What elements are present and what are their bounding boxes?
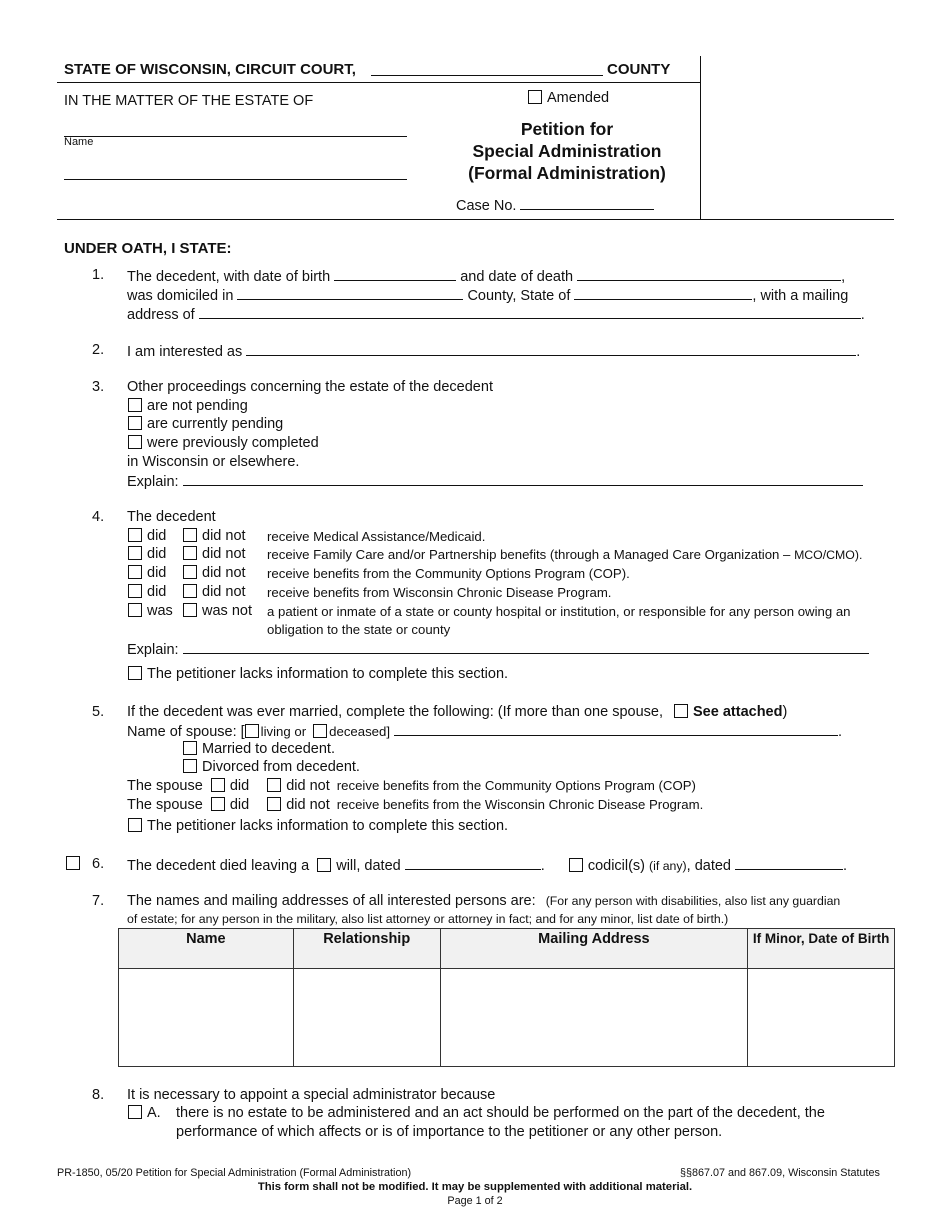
s4-row-1-options: [128, 528, 166, 544]
s5-married-option: [183, 741, 335, 757]
statutes: §§867.07 and 867.09, Wisconsin Statutes: [680, 1167, 880, 1179]
s7-note-1: (For any person with disabilities, also list any guardian: [545, 894, 841, 908]
spouse-name-label: Name of spouse: [: [127, 724, 245, 740]
s4-explain-field[interactable]: [183, 640, 869, 654]
not-pending-checkbox[interactable]: [128, 398, 142, 412]
section-1-number: 1.: [92, 267, 105, 283]
case-no-label: Case No.: [456, 198, 517, 214]
s4-r1-did-checkbox[interactable]: [128, 528, 142, 542]
s4-row-4-options-not: [183, 584, 246, 600]
s1-line-3: [127, 305, 865, 323]
s8-option-a-text-1: there is no estate to be administered and an act should be performed on the part of the decedent, the: [176, 1105, 825, 1121]
amended-option: [528, 90, 609, 106]
section-8-number: 8.: [92, 1087, 105, 1103]
s4-r3-did-checkbox[interactable]: [128, 565, 142, 579]
previously-completed-checkbox[interactable]: [128, 435, 142, 449]
page-title: [432, 118, 702, 184]
currently-pending-label: are currently pending: [147, 416, 284, 432]
minor-dob-cell[interactable]: [748, 969, 895, 1067]
s5-close-paren: ): [782, 704, 788, 720]
did-label: did: [229, 797, 250, 813]
s1-comma: ,: [841, 269, 846, 285]
s3-explain-label: Explain:: [127, 474, 179, 490]
court-label: STATE OF WISCONSIN, CIRCUIT COURT,: [64, 61, 356, 78]
s4-row-3-options-not: [183, 565, 246, 581]
s4-r5-text: a patient or inmate of a state or county hospital or institution, or responsible for any person owing an: [267, 604, 851, 619]
s1-period: .: [860, 307, 865, 323]
s4-explain-label: Explain:: [127, 642, 179, 658]
s1-address-label: address of: [127, 307, 195, 323]
s2-interest-label: I am interested as: [127, 344, 243, 360]
s5-spouse-row-1: [127, 778, 696, 794]
not-pending-label: are not pending: [147, 398, 248, 414]
col-address-header: Mailing Address: [440, 929, 748, 969]
will-label: will, dated: [336, 858, 401, 874]
table-header-row: [119, 929, 895, 969]
mailing-address-field[interactable]: [199, 305, 861, 319]
s5-intro-text: If the decedent was ever married, complete the following: (If more than one spouse,: [127, 704, 663, 720]
s4-r3-did-not-checkbox[interactable]: [183, 565, 197, 579]
s3-location: in Wisconsin or elsewhere.: [127, 454, 300, 470]
s3-option-pending: [128, 416, 283, 432]
estate-matter-label: IN THE MATTER OF THE ESTATE OF: [64, 93, 314, 109]
s8-option-a-letter: A.: [147, 1105, 161, 1121]
did-label: did: [229, 778, 250, 794]
see-attached-checkbox[interactable]: [674, 704, 688, 718]
s5-r1-did-not-checkbox[interactable]: [267, 778, 281, 792]
s5-lacks-info-label: The petitioner lacks information to complete this section.: [147, 818, 509, 834]
s4-r5-text-2: obligation to the state or county: [267, 622, 451, 637]
interest-field[interactable]: [246, 342, 856, 356]
s4-r5-was-not-checkbox[interactable]: [183, 603, 197, 617]
s8-intro: It is necessary to appoint a special administrator because: [127, 1087, 496, 1103]
did-not-label: did not: [202, 584, 246, 600]
oath-heading: UNDER OATH, I STATE:: [64, 240, 232, 257]
s4-intro: The decedent: [127, 509, 216, 525]
s5-r1-text: receive benefits from the Community Options Program (COP): [336, 778, 696, 793]
section-2-number: 2.: [92, 342, 105, 358]
case-no-field[interactable]: [520, 196, 654, 210]
s5-lacks-info-checkbox[interactable]: [128, 818, 142, 832]
interested-persons-table: [118, 928, 895, 1067]
codicil-checkbox[interactable]: [569, 858, 583, 872]
s4-r5-was-checkbox[interactable]: [128, 603, 142, 617]
form-id: PR-1850, 05/20 Petition for Special Administration (Formal Administration): [57, 1167, 412, 1179]
table-row: [119, 969, 895, 1067]
col-relationship-header: Relationship: [293, 929, 440, 969]
codicil-dated-label: , dated: [686, 858, 731, 874]
s6-intro: The decedent died leaving a: [127, 858, 310, 874]
address-cell[interactable]: [440, 969, 748, 1067]
s4-row-4-options: [128, 584, 166, 600]
s4-explain: [127, 640, 869, 658]
date-of-birth-field[interactable]: [334, 267, 456, 281]
s4-row-1-options-not: [183, 528, 246, 544]
county-label: COUNTY: [607, 61, 671, 78]
s1-mailing-label: , with a mailing: [752, 288, 849, 304]
s5-r2-did-checkbox[interactable]: [211, 797, 225, 811]
did-label: did: [147, 565, 167, 581]
spouse-deceased-checkbox[interactable]: [313, 724, 327, 738]
s6-line: [127, 856, 847, 874]
s4-r1-text: receive Medical Assistance/Medicaid.: [267, 529, 486, 544]
did-label: did: [147, 528, 167, 544]
s4-r2-main: receive Family Care and/or Partnership benefits (through a Managed Care Organization –: [267, 547, 791, 562]
relationship-cell[interactable]: [293, 969, 440, 1067]
s4-r2-did-not-checkbox[interactable]: [183, 546, 197, 560]
s5-spouse-row-2: [127, 797, 703, 813]
s3-option-not-pending: [128, 398, 248, 414]
s2-line: [127, 342, 860, 360]
spouse-living-label: living or: [260, 724, 307, 739]
s5-r2-did-not-checkbox[interactable]: [267, 797, 281, 811]
s8-option-a: [128, 1105, 161, 1121]
s5-r2-text: receive benefits from the Wisconsin Chronic Disease Program.: [336, 797, 704, 812]
s1-line-2: [127, 286, 848, 304]
married-label: Married to decedent.: [202, 741, 335, 757]
case-number: [456, 196, 654, 214]
spouse-name-field[interactable]: [394, 722, 838, 736]
amended-checkbox[interactable]: [528, 90, 542, 104]
was-not-label: was not: [202, 603, 252, 619]
domicile-state-field[interactable]: [574, 286, 752, 300]
domicile-county-field[interactable]: [237, 286, 463, 300]
s3-intro: Other proceedings concerning the estate of the decedent: [127, 379, 493, 395]
codicil-date-field[interactable]: [735, 856, 843, 870]
s4-r4-text: receive benefits from Wisconsin Chronic Disease Program.: [267, 585, 612, 600]
see-attached-label: See attached: [693, 704, 783, 720]
did-not-label: did not: [286, 778, 330, 794]
s4-r1-did-not-checkbox[interactable]: [183, 528, 197, 542]
s7-intro-text: The names and mailing addresses of all interested persons are:: [127, 893, 536, 909]
currently-pending-checkbox[interactable]: [128, 416, 142, 430]
s5-r1-did-checkbox[interactable]: [211, 778, 225, 792]
s1-dod-label: and date of death: [460, 269, 574, 285]
did-not-label: did not: [286, 797, 330, 813]
was-label: was: [147, 603, 173, 619]
s1-state-label: County, State of: [467, 288, 571, 304]
s1-domiciled-label: was domiciled in: [127, 288, 234, 304]
did-label: did: [147, 584, 167, 600]
date-of-death-field[interactable]: [577, 267, 841, 281]
title-line-1: Petition for: [520, 119, 614, 139]
s5-period: .: [838, 724, 843, 740]
s1-line-1: [127, 267, 845, 285]
county-field[interactable]: [371, 62, 603, 76]
col-name-header: Name: [119, 929, 294, 969]
s4-row-2-options: [128, 546, 166, 562]
s8-option-a-checkbox[interactable]: [128, 1105, 142, 1119]
s4-r4-did-checkbox[interactable]: [128, 584, 142, 598]
section-7-number: 7.: [92, 893, 105, 909]
s4-row-5-options: [128, 603, 173, 619]
married-checkbox[interactable]: [183, 741, 197, 755]
decedent-name-field-2[interactable]: [64, 179, 407, 180]
s6-row-checkbox-wrap: [66, 856, 85, 872]
spouse-deceased-label: deceased]: [329, 724, 391, 739]
page-number: Page 1 of 2: [447, 1195, 503, 1207]
name-cell[interactable]: [119, 969, 294, 1067]
if-any-label: (if any): [649, 859, 687, 873]
section-6-checkbox[interactable]: [66, 856, 80, 870]
divorced-checkbox[interactable]: [183, 759, 197, 773]
s6-period-2: .: [843, 858, 848, 874]
the-spouse-label: The spouse: [127, 797, 203, 813]
header-divider: [57, 82, 700, 83]
section-4-number: 4.: [92, 509, 105, 525]
s3-option-completed: [128, 435, 319, 451]
amended-label: Amended: [547, 90, 610, 106]
divorced-label: Divorced from decedent.: [202, 759, 360, 775]
section-3-number: 3.: [92, 379, 105, 395]
s5-intro: [127, 704, 787, 720]
s2-period: .: [856, 344, 861, 360]
s4-row-3-options: [128, 565, 166, 581]
did-label: did: [147, 546, 167, 562]
did-not-label: did not: [202, 528, 246, 544]
s4-r2-abbr: MCO/CMO).: [794, 548, 863, 562]
s4-r2-did-checkbox[interactable]: [128, 546, 142, 560]
did-not-label: did not: [202, 546, 246, 562]
s3-explain: [127, 472, 863, 490]
s4-r2-text: [267, 547, 862, 562]
header-bottom-divider: [57, 219, 894, 220]
s6-period: .: [540, 858, 545, 874]
s4-row-2-options-not: [183, 546, 246, 562]
previously-completed-label: were previously completed: [147, 435, 319, 451]
s4-lacks-info: [128, 666, 508, 682]
s5-spouse-name-row: [127, 722, 842, 740]
decedent-name-field[interactable]: [64, 136, 407, 137]
s8-option-a-text-2: performance of which affects or is of importance to the petitioner or any other person.: [176, 1124, 723, 1140]
did-not-label: did not: [202, 565, 246, 581]
s5-divorced-option: [183, 759, 360, 775]
name-label: Name: [64, 136, 94, 148]
s5-lacks-info: [128, 818, 508, 834]
section-6-number: 6.: [92, 856, 105, 872]
title-line-3: (Formal Administration): [468, 163, 666, 183]
section-5-number: 5.: [92, 704, 105, 720]
s7-note-2: of estate; for any person in the military, also list attorney or attorney in fact; and for any minor, list date of birth.): [127, 912, 729, 926]
s4-lacks-info-checkbox[interactable]: [128, 666, 142, 680]
col-minor-dob-header: If Minor, Date of Birth: [748, 929, 895, 969]
the-spouse-label: The spouse: [127, 778, 203, 794]
codicil-label: codicil(s): [587, 858, 646, 874]
modification-notice: This form shall not be modified. It may be supplemented with additional material.: [257, 1181, 693, 1193]
spouse-living-checkbox[interactable]: [245, 724, 259, 738]
will-date-field[interactable]: [405, 856, 541, 870]
s3-explain-field[interactable]: [183, 472, 863, 486]
s4-lacks-info-label: The petitioner lacks information to complete this section.: [147, 666, 509, 682]
s1-dob-label: The decedent, with date of birth: [127, 269, 331, 285]
s4-row-5-options-not: [183, 603, 252, 619]
s4-r4-did-not-checkbox[interactable]: [183, 584, 197, 598]
title-line-2: Special Administration: [472, 141, 662, 161]
will-checkbox[interactable]: [317, 858, 331, 872]
s7-intro: [127, 893, 840, 909]
s4-r3-text: receive benefits from the Community Options Program (COP).: [267, 566, 630, 581]
